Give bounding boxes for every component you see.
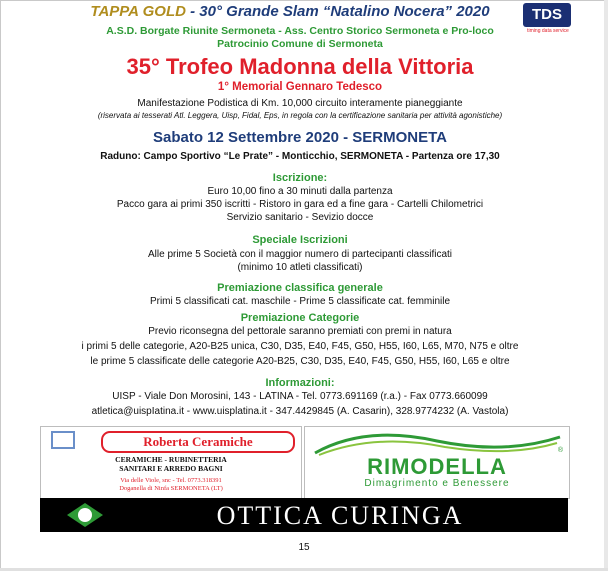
iscrizione-line: Servizio sanitario - Sevizio docce bbox=[226, 212, 374, 223]
rimodella-swoosh-icon bbox=[305, 427, 569, 457]
page-number: 15 bbox=[298, 542, 310, 553]
informazioni-heading: Informazioni: bbox=[265, 377, 335, 389]
rimodella-registered-mark: ® bbox=[557, 447, 563, 454]
informazioni-line: UISP - Viale Don Morosini, 143 - LATINA - Tel. 0773.691169 (r.a.) - Fax 0773.660099 bbox=[112, 391, 488, 402]
ottica-eye-pupil bbox=[78, 508, 92, 522]
roberta-line: CERAMICHE - RUBINETTERIA bbox=[115, 455, 227, 464]
speciale-line: Alle prime 5 Società con il maggior numero di partecipanti classificati bbox=[147, 249, 453, 260]
race-description: Manifestazione Podistica di Km. 10,000 circuito interamente pianeggiante bbox=[137, 98, 463, 109]
ottica-name: OTTICA CURINGA bbox=[216, 501, 464, 530]
informazioni-line: atletica@uispIatina.it - www.uisplatina.it - 347.4429845 (A. Casarin), 328.9774232 (A. Vastola) bbox=[91, 406, 509, 417]
iscrizione-line: Euro 10,00 fino a 30 minuti dalla partenza bbox=[207, 186, 393, 197]
generale-line: Primi 5 classificati cat. maschile - Prime 5 classificate cat. femminile bbox=[149, 296, 451, 307]
categorie-line: Previo riconsegna del pettorale saranno premiati con premi in natura bbox=[148, 326, 452, 337]
event-date: Sabato 12 Settembre 2020 - SERMONETA bbox=[153, 129, 447, 146]
page-shadow-right bbox=[604, 0, 608, 571]
ad-roberta-ceramiche bbox=[40, 426, 302, 499]
roberta-address: Doganella di Ninfa SERMONETA (LT) bbox=[119, 485, 223, 492]
patronage: Patrocinio Comune di Sermoneta bbox=[217, 38, 383, 50]
page-title: 35° Trofeo Madonna della Vittoria bbox=[126, 54, 474, 79]
categorie-heading: Premiazione Categorie bbox=[240, 312, 360, 324]
roberta-name: Roberta Ceramiche bbox=[101, 431, 295, 453]
roberta-line: SANITARI E ARREDO BAGNI bbox=[119, 464, 223, 473]
tds-logo bbox=[523, 3, 571, 27]
rimodella-subtitle: Dimagrimento e Benessere bbox=[364, 478, 510, 489]
roberta-address: Via delle Viole, snc - Tel. 0773.318391 bbox=[120, 477, 222, 484]
ad-ottica-curinga bbox=[40, 498, 568, 532]
tds-logo-subtitle: timing data service bbox=[527, 28, 569, 34]
ad-rimodella bbox=[304, 426, 570, 499]
speciale-line: (minimo 10 atleti classificati) bbox=[237, 262, 363, 273]
generale-heading: Premiazione classifica generale bbox=[217, 282, 383, 294]
organizers: A.S.D. Borgate Riunite Sermoneta - Ass. Centro Storico Sermoneta e Pro-loco bbox=[106, 25, 494, 37]
ceramiche-logo-icon bbox=[51, 431, 75, 449]
categorie-line: le prime 5 classificate delle categorie A20-B25, C30, D35, E40, F45, G50, H55, I60, L65 e oltre bbox=[90, 356, 510, 367]
memorial-subtitle: 1° Memorial Gennaro Tedesco bbox=[217, 81, 383, 93]
meeting-point: Raduno: Campo Sportivo “Le Prate” - Monticchio, SERMONETA - Partenza ore 17,30 bbox=[100, 151, 500, 162]
categorie-line: i primi 5 delle categorie, A20-B25 unica, C30, D35, E40, F45, G50, H55, I60, L65, M70, N75 e oltre bbox=[81, 341, 519, 352]
iscrizione-heading: Iscrizione: bbox=[272, 172, 328, 184]
event-prefix: TAPPA GOLD bbox=[90, 3, 186, 20]
event-name: - 30° Grande Slam “Natalino Nocera” 2020 bbox=[185, 3, 490, 20]
tds-logo-text: TDS bbox=[532, 6, 562, 23]
speciale-heading: Speciale Iscrizioni bbox=[252, 234, 348, 246]
iscrizione-line: Pacco gara ai primi 350 iscritti - Ristoro in gara ed a fine gara - Cartelli Chilometrici bbox=[116, 199, 484, 210]
eligibility-note: (riservata ai tesserati Atl. Leggera, Uisp, Fidal, Eps, in regola con la certificazione sanitaria per attività agonistiche) bbox=[97, 111, 503, 120]
rimodella-name: RIMODELLA bbox=[367, 454, 507, 479]
event-header bbox=[0, 3, 590, 20]
